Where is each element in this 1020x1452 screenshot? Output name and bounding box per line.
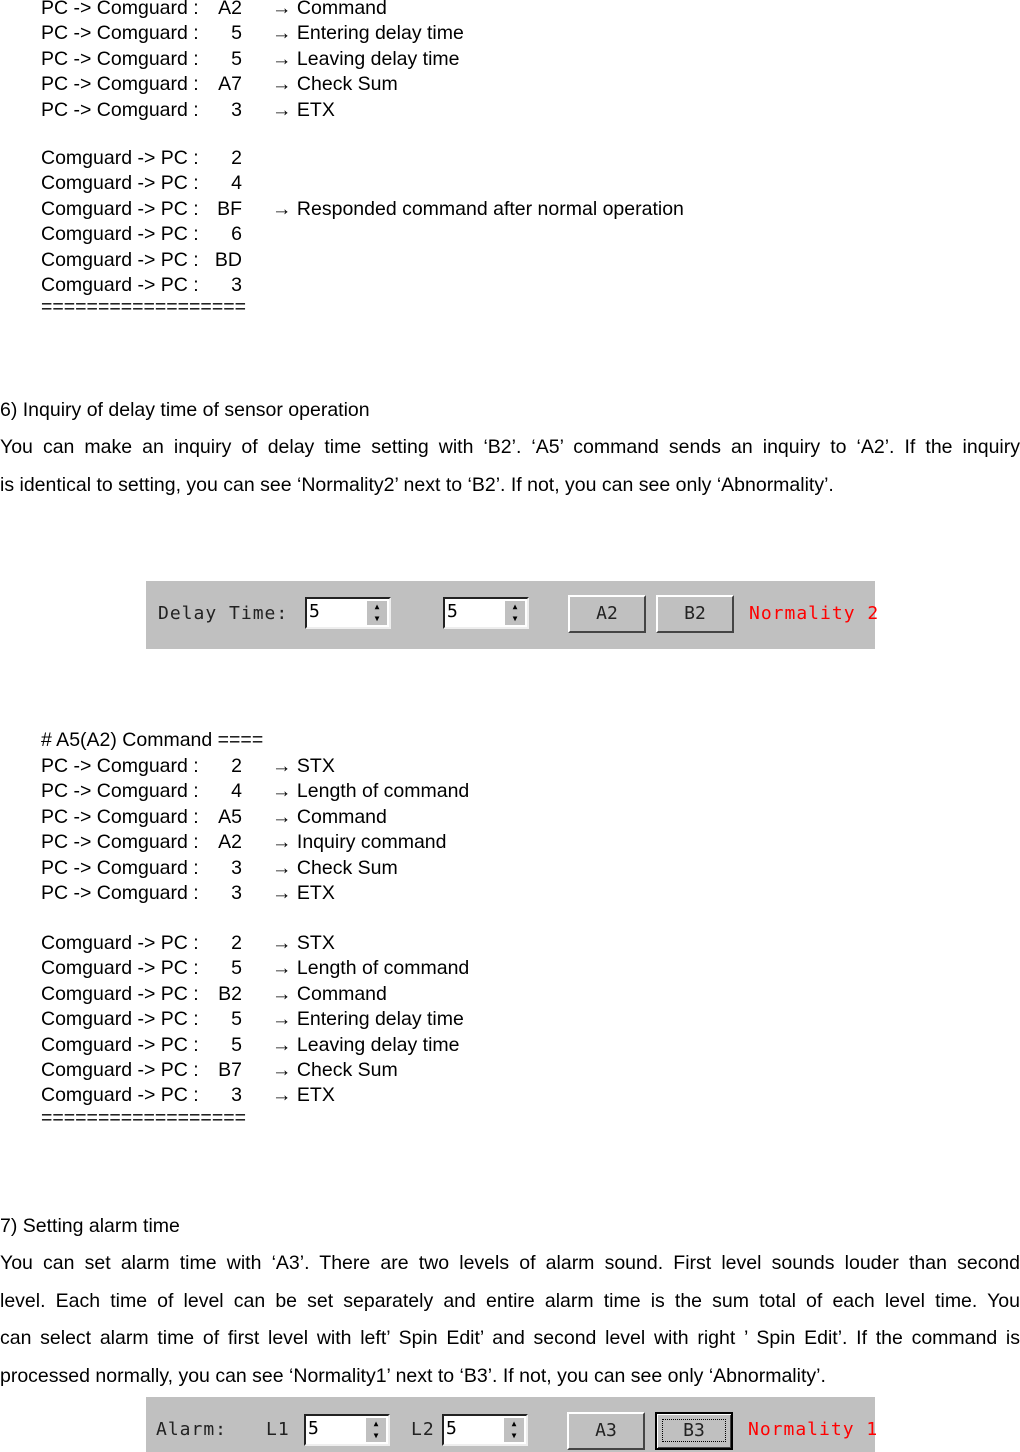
row-value: 5: [231, 48, 242, 70]
row-note: → ETX: [272, 1084, 335, 1106]
delay-time-panel: [146, 581, 880, 649]
row-note: → Leaving delay time: [272, 48, 460, 70]
row-value: 6: [231, 223, 242, 245]
row-value: B2: [218, 983, 242, 1005]
row-value: 4: [231, 780, 242, 802]
leaving-delay-spin[interactable]: [443, 597, 529, 629]
row-value: 3: [231, 99, 242, 121]
row-source: Comguard -> PC :: [41, 274, 199, 296]
delay-time-label: Delay Time:: [158, 603, 289, 624]
row-note: → Check Sum: [272, 73, 398, 95]
row-note: → Entering delay time: [272, 1008, 464, 1030]
row-source: Comguard -> PC :: [41, 1034, 199, 1056]
row-value: 4: [231, 172, 242, 194]
block-header: # A5(A2) Command ====: [41, 729, 264, 751]
row-value: A2: [218, 0, 242, 19]
a2-button[interactable]: A2: [568, 595, 646, 633]
spin-arrows-icon[interactable]: ▲ ▼: [505, 601, 525, 625]
row-source: PC -> Comguard :: [41, 882, 199, 904]
row-value: 3: [231, 857, 242, 879]
row-source: PC -> Comguard :: [41, 806, 199, 828]
row-value: 5: [231, 1008, 242, 1030]
row-value: A5: [218, 806, 242, 828]
row-value: 3: [231, 882, 242, 904]
row-note: → Command: [272, 806, 387, 828]
alarm-panel: [146, 1397, 879, 1452]
row-value: 3: [231, 274, 242, 296]
row-source: Comguard -> PC :: [41, 147, 199, 169]
b3-button[interactable]: B3: [655, 1412, 733, 1450]
row-value: BF: [217, 198, 242, 220]
row-note: → Length of command: [272, 780, 470, 802]
section-6-para-line: You can make an inquiry of delay time setting with ‘B2’. ‘A5’ command sends an inquiry to ‘A2’. If the inquiry: [0, 436, 1020, 458]
row-source: Comguard -> PC :: [41, 249, 199, 271]
row-source: PC -> Comguard :: [41, 780, 199, 802]
row-note: → STX: [272, 932, 335, 954]
row-value: 5: [231, 22, 242, 44]
section-7-para-line: You can set alarm time with ‘A3’. There are two levels of alarm sound. First level sounds louder than second: [0, 1252, 1020, 1274]
spin-arrows-icon[interactable]: ▲ ▼: [366, 1418, 386, 1442]
row-source: PC -> Comguard :: [41, 831, 199, 853]
row-value: 2: [231, 932, 242, 954]
alarm-label: Alarm:: [156, 1419, 228, 1440]
row-note: → Inquiry command: [272, 831, 447, 853]
section-7-para-line: level. Each time of level can be set separately and entire alarm time is the sum total of each level time. You: [0, 1290, 1020, 1312]
row-value: BD: [214, 249, 242, 271]
row-note: → Length of command: [272, 957, 470, 979]
row-value: 2: [231, 755, 242, 777]
row-source: PC -> Comguard :: [41, 48, 199, 70]
row-source: Comguard -> PC :: [41, 983, 199, 1005]
row-source: Comguard -> PC :: [41, 957, 199, 979]
row-source: Comguard -> PC :: [41, 198, 199, 220]
section-6-para-line: is identical to setting, you can see ‘Normality2’ next to ‘B2’. If not, you can see only ‘Abnormality’.: [0, 474, 834, 496]
row-source: Comguard -> PC :: [41, 1084, 199, 1106]
row-value: A7: [218, 73, 242, 95]
row-note: → STX: [272, 755, 335, 777]
row-source: Comguard -> PC :: [41, 172, 199, 194]
row-source: Comguard -> PC :: [41, 223, 199, 245]
row-note: → Check Sum: [272, 1059, 398, 1081]
row-source: Comguard -> PC :: [41, 1008, 199, 1030]
spin-value: 5: [309, 601, 320, 622]
row-note: → Responded command after normal operation: [272, 198, 684, 220]
separator: ==================: [41, 1107, 246, 1129]
row-value: A2: [218, 831, 242, 853]
a3-button[interactable]: A3: [567, 1412, 645, 1450]
row-source: Comguard -> PC :: [41, 932, 199, 954]
row-note: → Leaving delay time: [272, 1034, 460, 1056]
b2-button[interactable]: B2: [656, 595, 734, 633]
row-note: → Check Sum: [272, 857, 398, 879]
row-note: → ETX: [272, 99, 335, 121]
l1-spin[interactable]: [304, 1414, 390, 1446]
row-source: PC -> Comguard :: [41, 22, 199, 44]
status-text: Normality 2: [749, 603, 880, 624]
row-note: → Entering delay time: [272, 22, 464, 44]
entering-delay-spin[interactable]: [305, 597, 391, 629]
row-source: PC -> Comguard :: [41, 857, 199, 879]
section-7-title: 7) Setting alarm time: [0, 1215, 180, 1237]
spin-arrows-icon[interactable]: ▲ ▼: [367, 601, 387, 625]
spin-value: 5: [308, 1418, 319, 1439]
row-source: PC -> Comguard :: [41, 73, 199, 95]
status-text: Normality 1: [748, 1419, 879, 1440]
row-note: → Command: [272, 983, 387, 1005]
row-value: 5: [231, 1034, 242, 1056]
row-value: B7: [218, 1059, 242, 1081]
l1-label: L1: [266, 1419, 290, 1440]
l2-spin[interactable]: [442, 1414, 528, 1446]
row-source: PC -> Comguard :: [41, 755, 199, 777]
row-value: 5: [231, 957, 242, 979]
row-source: PC -> Comguard :: [41, 0, 199, 19]
row-value: 3: [231, 1084, 242, 1106]
spin-arrows-icon[interactable]: ▲ ▼: [504, 1418, 524, 1442]
row-value: 2: [231, 147, 242, 169]
row-source: PC -> Comguard :: [41, 99, 199, 121]
row-note: → ETX: [272, 882, 335, 904]
section-7-para-line: processed normally, you can see ‘Normality1’ next to ‘B3’. If not, you can see only ‘Abnormality’.: [0, 1365, 826, 1387]
section-6-title: 6) Inquiry of delay time of sensor operation: [0, 399, 370, 421]
row-note: → Command: [272, 0, 387, 19]
row-source: Comguard -> PC :: [41, 1059, 199, 1081]
separator: ==================: [41, 296, 246, 318]
l2-label: L2: [411, 1419, 435, 1440]
spin-value: 5: [446, 1418, 457, 1439]
section-7-para-line: can select alarm time of first level with left’ Spin Edit’ and second level with right ’ Spin Edit’. If the command is: [0, 1327, 1020, 1349]
spin-value: 5: [447, 601, 458, 622]
